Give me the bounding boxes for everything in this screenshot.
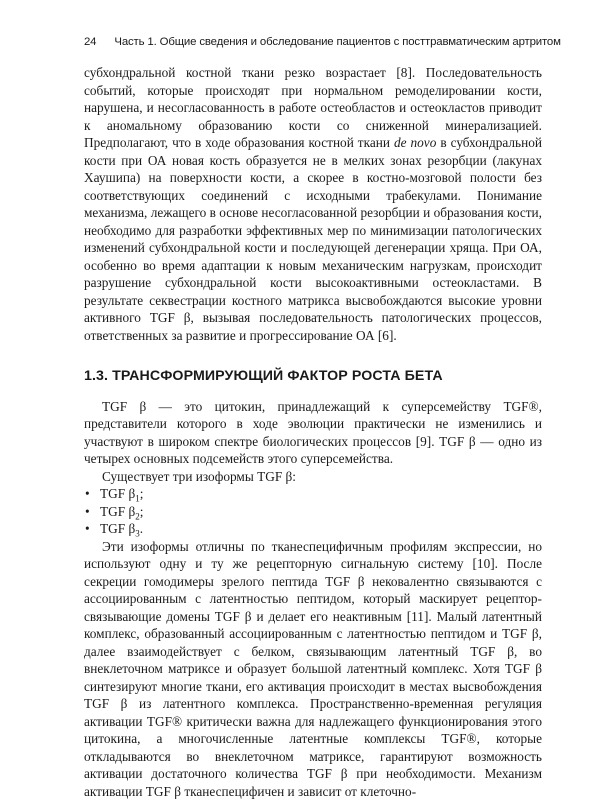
page-number: 24: [84, 36, 96, 48]
list-item: • TGF $\beta_2$;: [84, 503, 542, 521]
intro-paragraph: субхондральной костной ткани резко возрастает [8]. Последовательность событий, которые происходят при нормальном ремоделировании кости, нарушена, и несогласованность в работе остеобластов и остеокластов приводит к аномальному образованию кости со сниженной минерализацией. Предполагают, что в ходе образования костной ткани de novo в субхондральной кости при ОА новая кость образуется не в мелких зонах резорбции (лакунах Хаушипа) на поверхности кости, а скорее в костно-мозговой полости без соответствующих соединений с исходными трабекулами. Понимание механизма, лежащего в основе несогласованной резорбции и образования кости, необходимо для разработки эффективных мер по минимизации патологических изменений субхондральной кости и последующей дегенерации хряща. При ОА, особенно во время адаптации к новым механическим нагрузкам, происходит разрушение субхондральной кости высокоактивными остеокластами. В результате секвестрации костного матрикса высвобождаются высокие уровни активного TGF β, вызывая последовательность патологических процессов, ответственных за развитие и прогрессирование ОА [6].: [84, 64, 542, 344]
paragraph-definition: TGF β — это цитокин, принадлежащий к суперсемейству TGF®, представители которого в ходе эволюции практически не изменились и участвуют в широком спектре биологических процессов [9]. TGF β — одно из четырех основных подсемейств этого суперсемейства.: [84, 398, 542, 468]
section-heading: 1.3. ТРАНСФОРМИРУЮЩИЙ ФАКТОР РОСТА БЕТА: [84, 368, 542, 386]
latin-term: de novo: [394, 135, 436, 150]
body-text: [84, 64, 542, 800]
list-item: • TGF $\beta_1$;: [84, 485, 542, 503]
list-item: • TGF $\beta_3$.: [84, 520, 542, 538]
running-title: Часть 1. Общие сведения и обследование пациентов с посттравматическим артритом: [114, 36, 560, 48]
paragraph-isoforms-intro: Существует три изоформы TGF β:: [84, 468, 542, 486]
paragraph-activation: Эти изоформы отличны по тканеспецифичным профилям экспрессии, но используют одну и ту же рецепторную сигнальную систему [10]. После секреции гомодимеры зрелого пептида TGF β нековалентно связываются с ассоциированным с латентностью пептидом, который маскирует рецептор-связывающие домены TGF β и делает его неактивным [11]. Малый латентный комплекс, образованный ассоциированным с латентностью пептидом и TGF β, далее взаимодействует с белком, связывающим латентный TGF β, во внеклеточном матриксе и образует большой латентный комплекс. Хотя TGF β синтезируют многие ткани, его активация происходит в местах высвобождения TGF β из латентного комплекса. Пространственно-временная регуляция активации TGF® критически важна для надлежащего функционирования этого цитокина, а многочисленные латентные комплексы TGF®, которые откладываются во внеклеточном матриксе, гарантируют возможность активации достаточного количества TGF β при необходимости. Механизм активации TGF β тканеспецифичен и зависит от клеточно-: [84, 538, 542, 800]
running-header: [84, 36, 554, 48]
isoform-list: [84, 485, 542, 538]
